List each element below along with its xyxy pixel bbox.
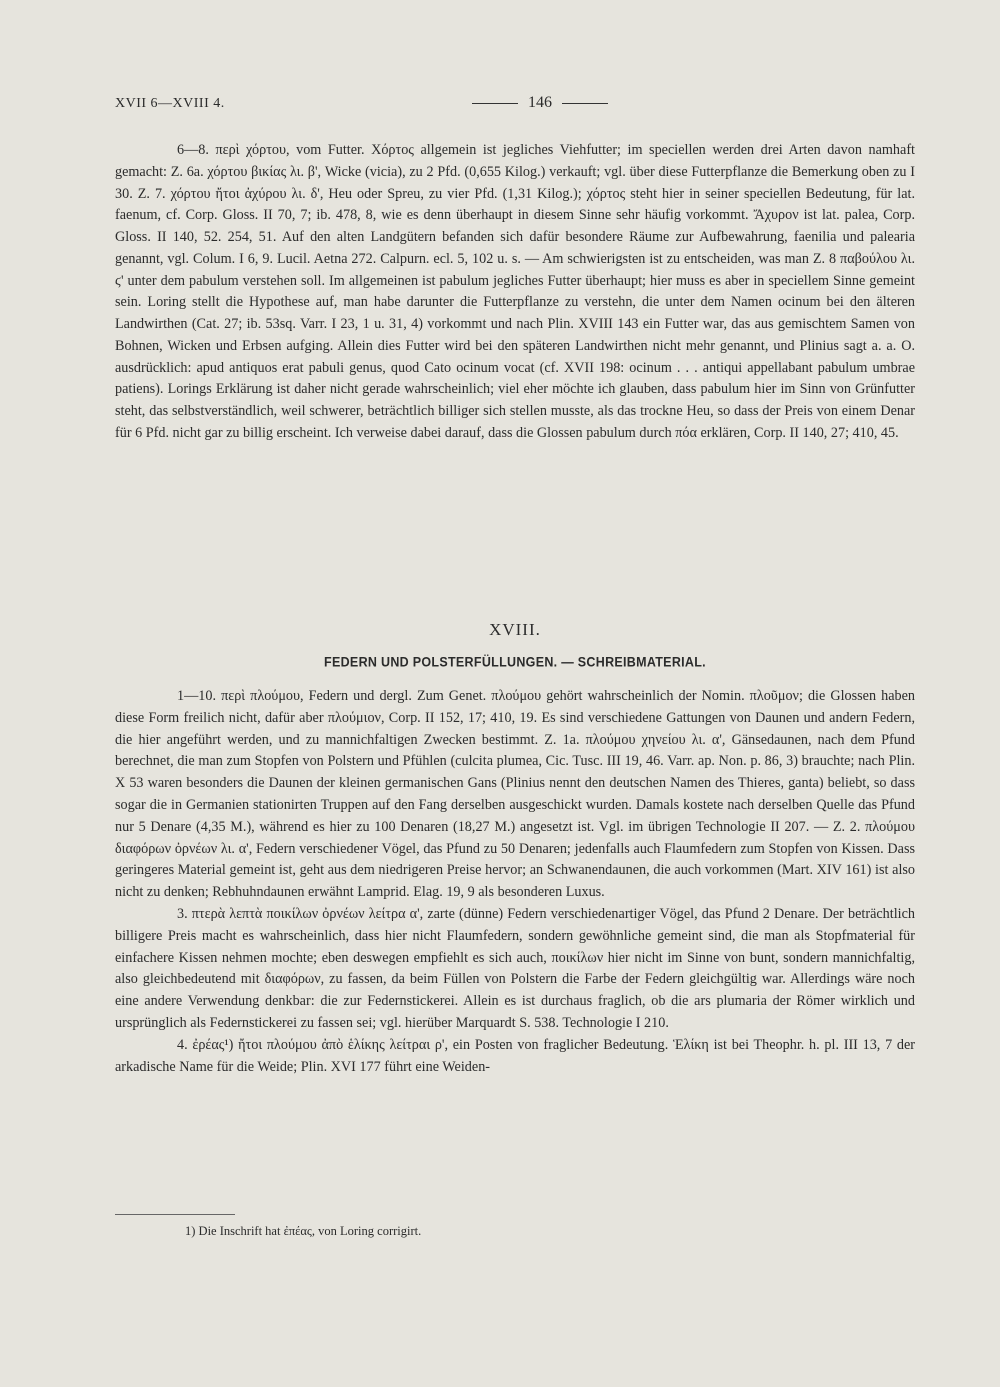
running-head bbox=[115, 94, 915, 116]
page-number-dash-right bbox=[562, 103, 608, 104]
page-number-block bbox=[445, 94, 635, 112]
running-head-reference: XVII 6—XVIII 4. bbox=[115, 96, 225, 111]
section-title: FEDERN UND POLSTERFÜLLUNGEN. — SCHREIBMATERIAL. bbox=[324, 654, 706, 670]
section-commentary-xviii bbox=[115, 686, 915, 1078]
section-number: XVIII. bbox=[489, 620, 541, 639]
footnote-divider bbox=[115, 1214, 235, 1215]
section-commentary-xvii bbox=[115, 140, 915, 445]
paragraph: 4. ἐρέας¹) ἤτοι πλούμου ἀπὸ ἑλίκης λείτραι ρ', ein Posten von fraglicher Bedeutung. Ἑλίκη ist bei Theophr. h. pl. III 13, 7 der arkadische Name für die Weide; Plin. XVI 177 führt eine Weiden- bbox=[115, 1036, 915, 1075]
page-number: 146 bbox=[528, 94, 552, 111]
footnote: 1) Die Inschrift hat ἐπέας, von Loring corrigirt. bbox=[185, 1224, 422, 1238]
page-number-dash-left bbox=[472, 103, 518, 104]
paragraph: 1—10. περὶ πλούμου, Federn und dergl. Zum Genet. πλούμου gehört wahrscheinlich der Nomin. πλοῦμον; die Glossen haben diese Form freilich nicht, dafür aber πλούμιον, Corp. II 152, 17; 410, 19. Es sind verschiedene Gattungen von Daunen und andern Federn, die hier angeführt werden, und zu mannichfaltigen Zwecken bestimmt. Z. 1a. πλούμου χηνείου λι. α', Gänsedaunen, nach dem Pfund berechnet, die man zum Stopfen von Polstern und Pfühlen (culcita plumea, Cic. Tusc. III 19, 46. Varr. ap. Non. p. 86, 3) brauchte; nach Plin. X 53 waren besonders die Daunen der kleinen germanischen Gans (Plinius nennt den deutschen Namen des Thieres, ganta) beliebt, so dass sogar die in Germanien stationirten Truppen auf den Fang derselben ausgeschickt wurden. Damals kostete nach derselben Quelle das Pfund nur 5 Denare (4,35 M.), während es hier zu 100 Denaren (18,27 M.) angesetzt ist. Vgl. im übrigen Technologie II 207. — Z. 2. πλούμου διαφόρων ὀρνέων λι. α', Federn verschiedener Vögel, das Pfund zu 50 Denaren; jedenfalls auch Flaumfedern zum Stopfen von Kissen. Dass geringeres Material gemeint ist, geht aus dem niedrigeren Preise hervor; an Schwanendaunen, die auch vorkommen (Mart. XIV 161) ist also nicht zu denken; Rebhuhndaunen erwähnt Lamprid. Elag. 19, 9 als besonderen Luxus. bbox=[115, 688, 915, 901]
paragraph: 3. πτερὰ λεπτὰ ποικίλων ὀρνέων λείτρα α', zarte (dünne) Federn verschiedenartiger Vögel, das Pfund 2 Denare. Der beträchtlich billigere Preis macht es wahrscheinlich, dass hier nicht Flaumfedern, sondern gewöhnliche gemeint sind, die man als Stopfmaterial für einfachere Kissen nehmen mochte; eben deswegen empfiehlt es sich auch, ποικίλων hier nicht im Sinne von bunt, sondern mannichfaltig, also gleichbedeutend mit διαφόρων, zu fassen, da beim Füllen von Polstern die Farbe der Federn gleichgültig war. Allerdings wäre noch eine andere Verwendung denkbar: die zur Federnstickerei. Allein es ist durchaus fraglich, ob die ars plumaria der Römer wirklich und ursprünglich als Federnstickerei zu fassen sei; vgl. hierüber Marquardt S. 538. Technologie I 210. bbox=[115, 905, 915, 1031]
paragraph: 6—8. περὶ χόρτου, vom Futter. Χόρτος allgemein ist jegliches Viehfutter; im speciellen werden drei Arten davon namhaft gemacht: Z. 6a. χόρτου βικίας λι. β', Wicke (vicia), zu 2 Pfd. (0,655 Kilog.) verkauft; vgl. über diese Futterpflanze die Bemerkung oben zu I 30. Z. 7. χόρτου ἤτοι ἀχύρου λι. δ', Heu oder Spreu, zu vier Pfd. (1,31 Kilog.); χόρτος steht hier in seiner speciellen Bedeutung, für lat. faenum, cf. Corp. Gloss. II 70, 7; ib. 478, 8, wie es denn überhaupt in diesem Sinne sehr häufig vorkommt. Ἄχυρον ist lat. palea, Corp. Gloss. II 140, 52. 254, 51. Auf den alten Landgütern befanden sich dafür besondere Räume zur Aufbewahrung, faenilia und palearia genannt, vgl. Colum. I 6, 9. Lucil. Aetna 272. Calpurn. ecl. 5, 102 u. s. — Am schwierigsten ist zu entscheiden, was man Z. 8 παβούλου λι. ϛ' unter dem pabulum verstehen soll. Im allgemeinen ist pabulum jegliches Futter überhaupt; hier muss es aber in speciellem Sinne gemeint sein. Loring stellt die Hypothese auf, man habe darunter die Futterpflanze zu verstehn, die unter dem Namen ocinum bei den älteren Landwirthen (Cat. 27; ib. 53sq. Varr. I 23, 1 u. 31, 4) vorkommt und nach Plin. XVIII 143 ein Futter war, das aus gemischtem Samen von Bohnen, Wicken und Erbsen aufging. Allein dies Futter wird bei den späteren Landwirthen nicht mehr genannt, und Plinius sagt a. a. O. ausdrücklich: apud antiquos erat pabuli genus, quod Cato ocinum vocat (cf. XVII 198: ocinum . . . antiqui appellabant pabulum umbrae patiens). Lorings Erklärung ist daher nicht gerade wahrscheinlich; viel eher möchte ich glauben, dass pabulum hier im Sinn von Grünfutter steht, das selbstverständlich, weil schwerer, beträchtlich billiger sich stellen musste, als das trockne Heu, so dass der Preis von einem Denar für 6 Pfd. nicht gar zu billig erscheint. Ich verweise dabei darauf, dass die Glossen pabulum durch πόα erklären, Corp. II 140, 27; 410, 45. bbox=[115, 142, 915, 441]
